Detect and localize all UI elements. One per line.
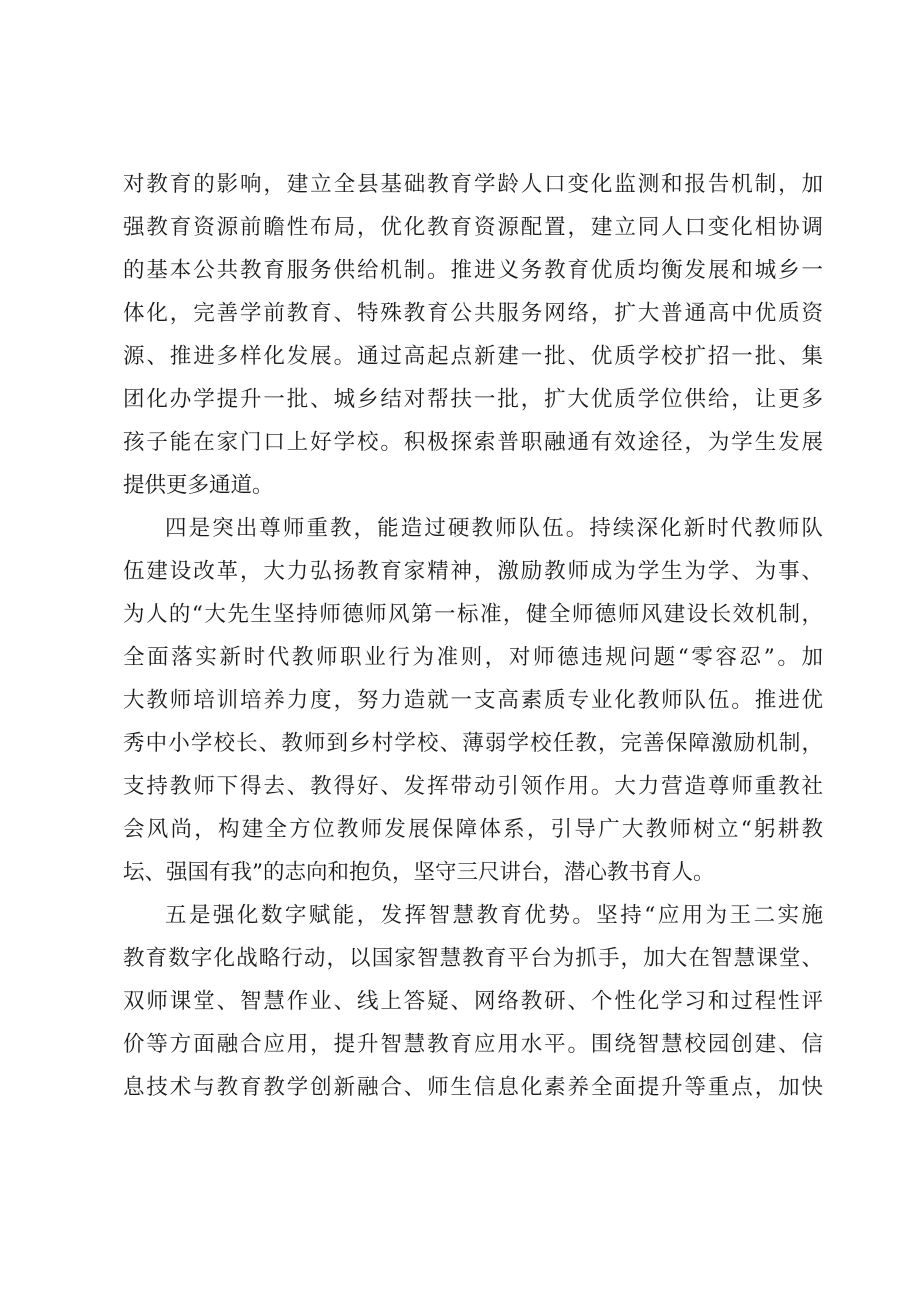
paragraph-heading-line: 四是突出尊师重教，能造过硬教师队伍。持续深化新时代教师队 [165, 516, 823, 541]
text-line: 价等方面融合应用，提升智慧教育应用水平。围绕智慧校园创建、信 [123, 1032, 823, 1057]
text-line: 双师课堂、智慧作业、线上答疑、网络教研、个性化学习和过程性评 [123, 989, 823, 1014]
text-line: 孩子能在家门口上好学校。积极探索普职融通有效途径，为学生发展 [123, 430, 823, 455]
text-line: 为人的“大先生坚持师德师风第一标准，健全师德师风建设长效机制， [123, 602, 823, 627]
text-line: 坛、强国有我”的志向和抱负，坚守三尺讲台，潜心教书育人。 [123, 860, 715, 885]
text-line: 的基本公共教育服务供给机制。推进义务教育优质均衡发展和城乡一 [123, 258, 823, 283]
text-line: 对教育的影响，建立全县基础教育学龄人口变化监测和报告机制，加 [123, 172, 823, 197]
text-line: 支持教师下得去、教得好、发挥带动引领作用。大力营造尊师重教社 [123, 774, 823, 799]
text-line: 伍建设改革，大力弘扬教育家精神，激励教师成为学生为学、为事、 [123, 559, 823, 584]
text-line: 团化办学提升一批、城乡结对帮扶一批，扩大优质学位供给，让更多 [123, 387, 823, 412]
text-line: 体化，完善学前教育、特殊教育公共服务网络，扩大普通高中优质资 [123, 301, 823, 326]
text-line: 教育数字化战略行动，以国家智慧教育平台为抓手，加大在智慧课堂、 [123, 946, 823, 971]
text-line: 提供更多通道。 [123, 473, 274, 498]
text-line: 强教育资源前瞻性布局，优化教育资源配置，建立同人口变化相协调 [123, 215, 823, 240]
text-line: 全面落实新时代教师职业行为准则，对师德违规问题“零容忍”。加 [123, 645, 823, 670]
paragraph-heading-line: 五是强化数字赋能，发挥智慧教育优势。坚持“应用为王二实施 [165, 903, 823, 928]
text-line: 秀中小学校长、教师到乡村学校、薄弱学校任教，完善保障激励机制， [123, 731, 823, 756]
text-line: 源、推进多样化发展。通过高起点新建一批、优质学校扩招一批、集 [123, 344, 823, 369]
text-line: 会风尚，构建全方位教师发展保障体系，引导广大教师树立“躬耕教 [123, 817, 823, 842]
text-line: 大教师培训培养力度，努力造就一支高素质专业化教师队伍。推进优 [123, 688, 823, 713]
text-line: 息技术与教育教学创新融合、师生信息化素养全面提升等重点，加快 [123, 1075, 823, 1100]
